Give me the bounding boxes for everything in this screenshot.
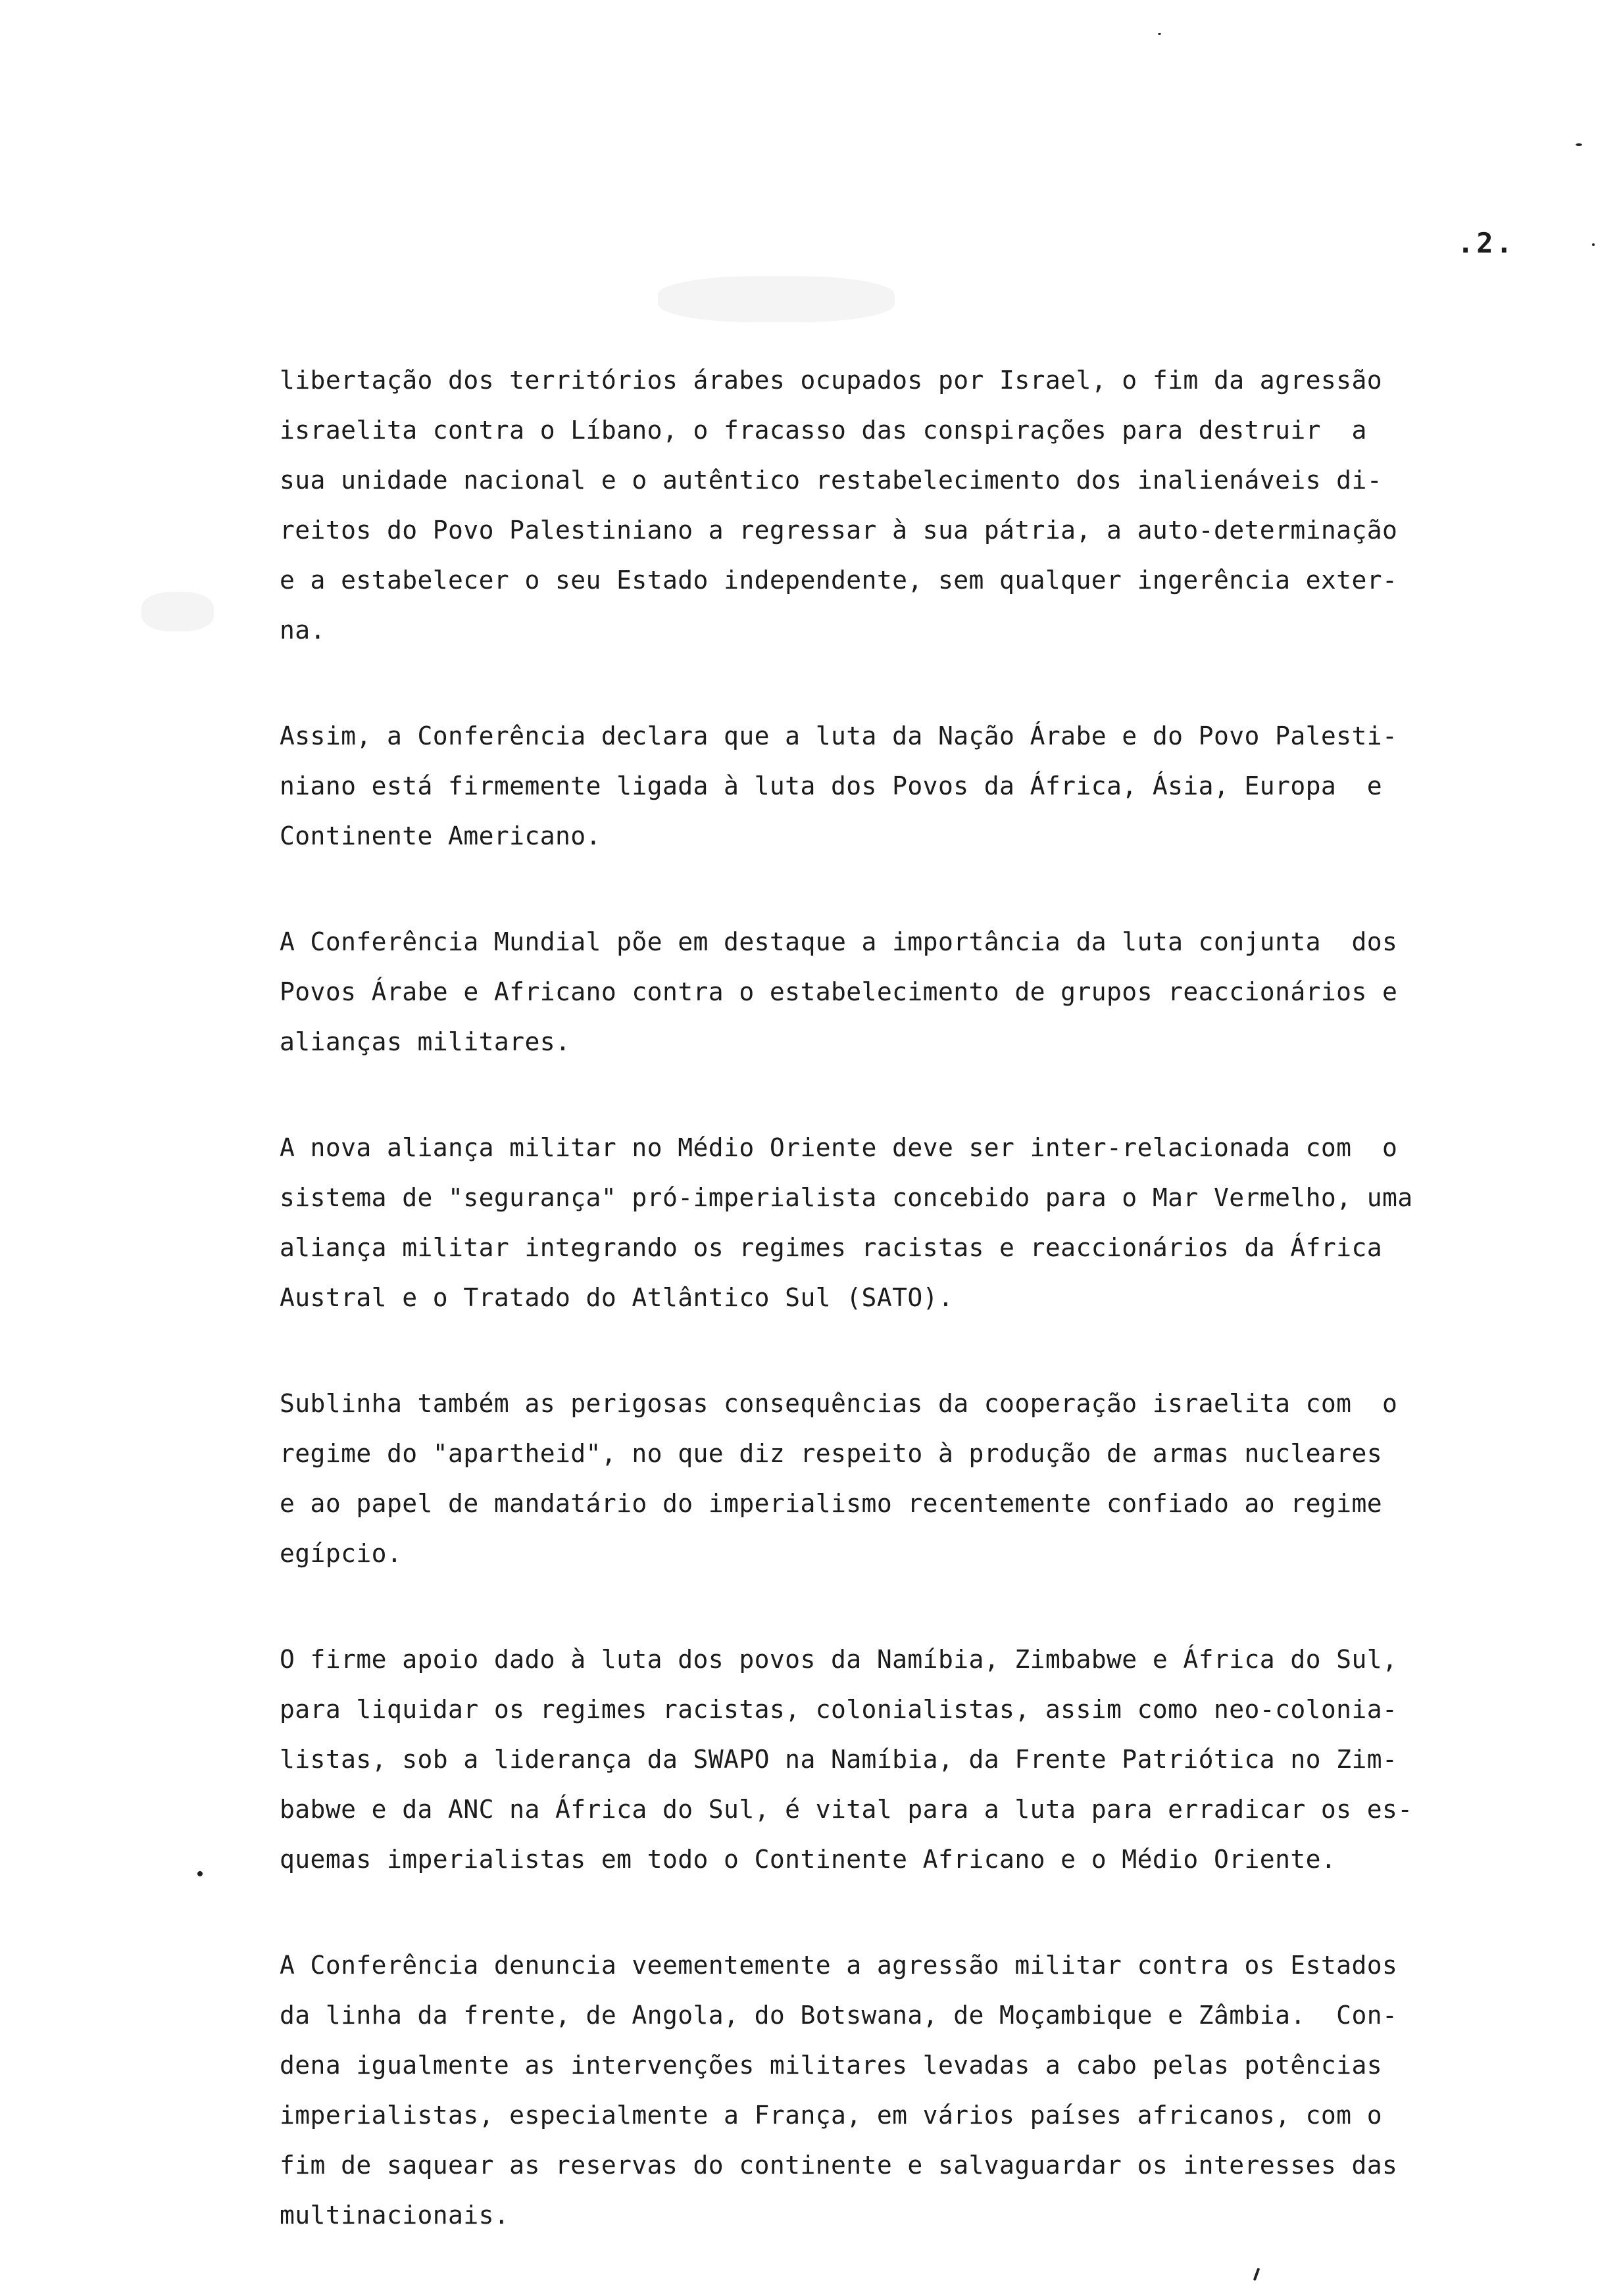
- text-line: e a estabelecer o seu Estado independente, sem qualquer ingerência exter-: [280, 566, 1398, 595]
- text-line: da linha da frente, de Angola, do Botswana, de Moçambique e Zâmbia. Con-: [280, 2001, 1398, 2030]
- paragraph-5: [280, 1379, 1516, 1578]
- text-line: aliança militar integrando os regimes racistas e reaccionários da África: [280, 1233, 1383, 1262]
- text-line: sua unidade nacional e o autêntico restabelecimento dos inalienáveis di-: [280, 466, 1383, 495]
- text-line: Assim, a Conferência declara que a luta da Nação Árabe e do Povo Palesti-: [280, 721, 1398, 750]
- text-line: regime do "apartheid", no que diz respeito à produção de armas nucleares: [280, 1439, 1383, 1468]
- text-line: Austral e o Tratado do Atlântico Sul (SATO).: [280, 1283, 954, 1312]
- scan-smudge: [141, 592, 214, 631]
- text-line: A Conferência denuncia veementemente a agressão militar contra os Estados: [280, 1951, 1398, 1980]
- text-line: para liquidar os regimes racistas, colonialistas, assim como neo-colonia-: [280, 1695, 1398, 1724]
- text-line: Povos Árabe e Africano contra o estabelecimento de grupos reaccionários e: [280, 977, 1398, 1006]
- text-line: Sublinha também as perigosas consequências da cooperação israelita com o: [280, 1389, 1398, 1418]
- scan-speck: [1158, 33, 1161, 35]
- scan-speck: [197, 1871, 203, 1876]
- text-line: egípcio.: [280, 1539, 403, 1568]
- text-line: A Conferência Mundial põe em destaque a importância da luta conjunta dos: [280, 927, 1398, 956]
- text-line: e ao papel de mandatário do imperialismo recentemente confiado ao regime: [280, 1489, 1383, 1518]
- paragraph-1: [280, 355, 1516, 655]
- text-line: na.: [280, 616, 326, 645]
- paragraph-4: [280, 1123, 1516, 1323]
- text-line: imperialistas, especialmente a França, em vários países africanos, com o: [280, 2101, 1383, 2130]
- text-line: niano está firmemente ligada à luta dos Povos da África, Ásia, Europa e: [280, 771, 1383, 800]
- text-line: quemas imperialistas em todo o Continente Africano e o Médio Oriente.: [280, 1845, 1337, 1874]
- scan-smudge: [658, 276, 895, 322]
- scan-speck: [1576, 143, 1582, 146]
- text-line: sistema de "segurança" pró-imperialista concebido para o Mar Vermelho, uma: [280, 1183, 1413, 1212]
- paragraph-2: [280, 711, 1516, 861]
- text-line: reitos do Povo Palestiniano a regressar à sua pátria, a auto-determinação: [280, 516, 1398, 545]
- paragraph-3: [280, 917, 1516, 1067]
- text-line: A nova aliança militar no Médio Oriente deve ser inter-relacionada com o: [280, 1133, 1398, 1162]
- text-line: multinacionais.: [280, 2201, 510, 2230]
- scan-speck: [1592, 243, 1595, 246]
- page-number: .2.: [1457, 227, 1515, 259]
- text-line: listas, sob a liderança da SWAPO na Namíbia, da Frente Patriótica no Zim-: [280, 1745, 1398, 1774]
- text-line: alianças militares.: [280, 1027, 571, 1056]
- text-line: libertação dos territórios árabes ocupados por Israel, o fim da agressão: [280, 366, 1383, 395]
- text-line: O firme apoio dado à luta dos povos da Namíbia, Zimbabwe e África do Sul,: [280, 1645, 1398, 1674]
- text-line: babwe e da ANC na África do Sul, é vital para a luta para erradicar os es-: [280, 1795, 1413, 1824]
- text-line: Continente Americano.: [280, 821, 601, 850]
- text-line: fim de saquear as reservas do continente e salvaguardar os interesses das: [280, 2151, 1398, 2180]
- paragraph-6: [280, 1634, 1516, 1884]
- text-line: dena igualmente as intervenções militares levadas a cabo pelas potências: [280, 2051, 1383, 2080]
- paragraph-7: [280, 1940, 1516, 2240]
- text-line: israelita contra o Líbano, o fracasso das conspirações para destruir a: [280, 416, 1367, 445]
- document-body: [280, 355, 1516, 2296]
